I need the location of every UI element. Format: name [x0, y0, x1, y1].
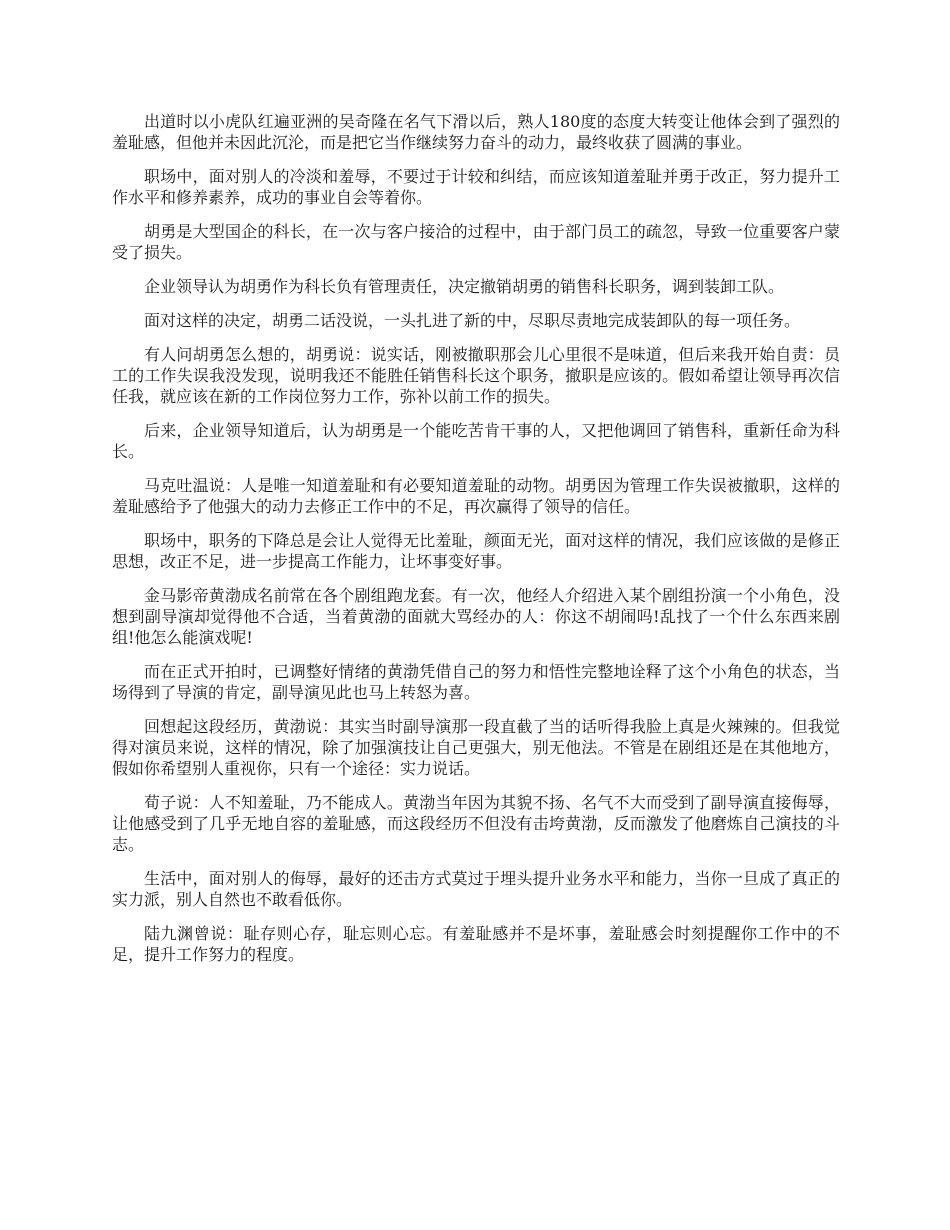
paragraph: 面对这样的决定，胡勇二话没说，一头扎进了新的中，尽职尽责地完成装卸队的每一项任务。: [144, 311, 801, 330]
paragraph: 生活中，面对别人的侮辱，最好的还击方式莫过于埋头提升业务水平和能力，当你一旦成了真正的实力派，别人自然也不敢看低你。: [112, 869, 840, 909]
paragraph: 金马影帝黄渤成名前常在各个剧组跑龙套。有一次，他经人介绍进入某个剧组扮演一个小角色，没想到副导演却觉得他不合适，当着黄渤的面就大骂经办的人：你这不胡闹吗!乱找了一个什么东西来剧组!他怎么能演戏呢!: [112, 586, 840, 647]
paragraph: 有人问胡勇怎么想的，胡勇说：说实话，刚被撤职那会儿心里很不是味道，但后来我开始自责：员工的工作失误我没发现，说明我还不能胜任销售科长这个职务，撤职是应该的。假如希望让领导再次信任我，就应该在新的工作岗位努力工作，弥补以前工作的损失。: [112, 345, 840, 406]
paragraph: 马克吐温说：人是唯一知道羞耻和有必要知道羞耻的动物。胡勇因为管理工作失误被撤职，这样的羞耻感给予了他强大的动力去修正工作中的不足，再次赢得了领导的信任。: [112, 476, 840, 516]
paragraph: 荀子说：人不知羞耻，乃不能成人。黄渤当年因为其貌不扬、名气不大而受到了副导演直接侮辱，让他感受到了几乎无地自容的羞耻感，而这段经历不但没有击垮黄渤，反而激发了他磨炼自己演技的斗志。: [112, 793, 840, 854]
paragraph: 职场中，职务的下降总是会让人觉得无比羞耻，颜面无光，面对这样的情况，我们应该做的是修正思想，改正不足，进一步提高工作能力，让坏事变好事。: [112, 531, 840, 571]
paragraph: 而在正式开拍时，已调整好情绪的黄渤凭借自己的努力和悟性完整地诠释了这个小角色的状态，当场得到了导演的肯定，副导演见此也马上转怒为喜。: [112, 662, 840, 702]
paragraph: 胡勇是大型国企的科长，在一次与客户接洽的过程中，由于部门员工的疏忽，导致一位重要客户蒙受了损失。: [112, 222, 840, 262]
document-page: [112, 111, 840, 978]
paragraph: 后来，企业领导知道后，认为胡勇是一个能吃苦肯干事的人，又把他调回了销售科，重新任命为科长。: [112, 421, 840, 461]
paragraph: 陆九渊曾说：耻存则心存，耻忘则心忘。有羞耻感并不是坏事，羞耻感会时刻提醒你工作中的不足，提升工作努力的程度。: [112, 924, 840, 964]
paragraph: 回想起这段经历，黄渤说：其实当时副导演那一段直截了当的话听得我脸上真是火辣辣的。但我觉得对演员来说，这样的情况，除了加强演技让自己更强大，别无他法。不管是在剧组还是在其他地方，假如你希望别人重视你，只有一个途径：实力说话。: [112, 717, 840, 778]
paragraph: 企业领导认为胡勇作为科长负有管理责任，决定撤销胡勇的销售科长职务，调到装卸工队。: [144, 277, 785, 296]
paragraph: 出道时以小虎队红遍亚洲的吴奇隆在名气下滑以后，熟人180度的态度大转变让他体会到了强烈的羞耻感，但他并未因此沉沦，而是把它当作继续努力奋斗的动力，最终收获了圆满的事业。: [112, 112, 840, 152]
paragraph: 职场中，面对别人的冷淡和羞辱，不要过于计较和纠结，而应该知道羞耻并勇于改正，努力提升工作水平和修养素养，成功的事业自会等着你。: [112, 167, 840, 207]
